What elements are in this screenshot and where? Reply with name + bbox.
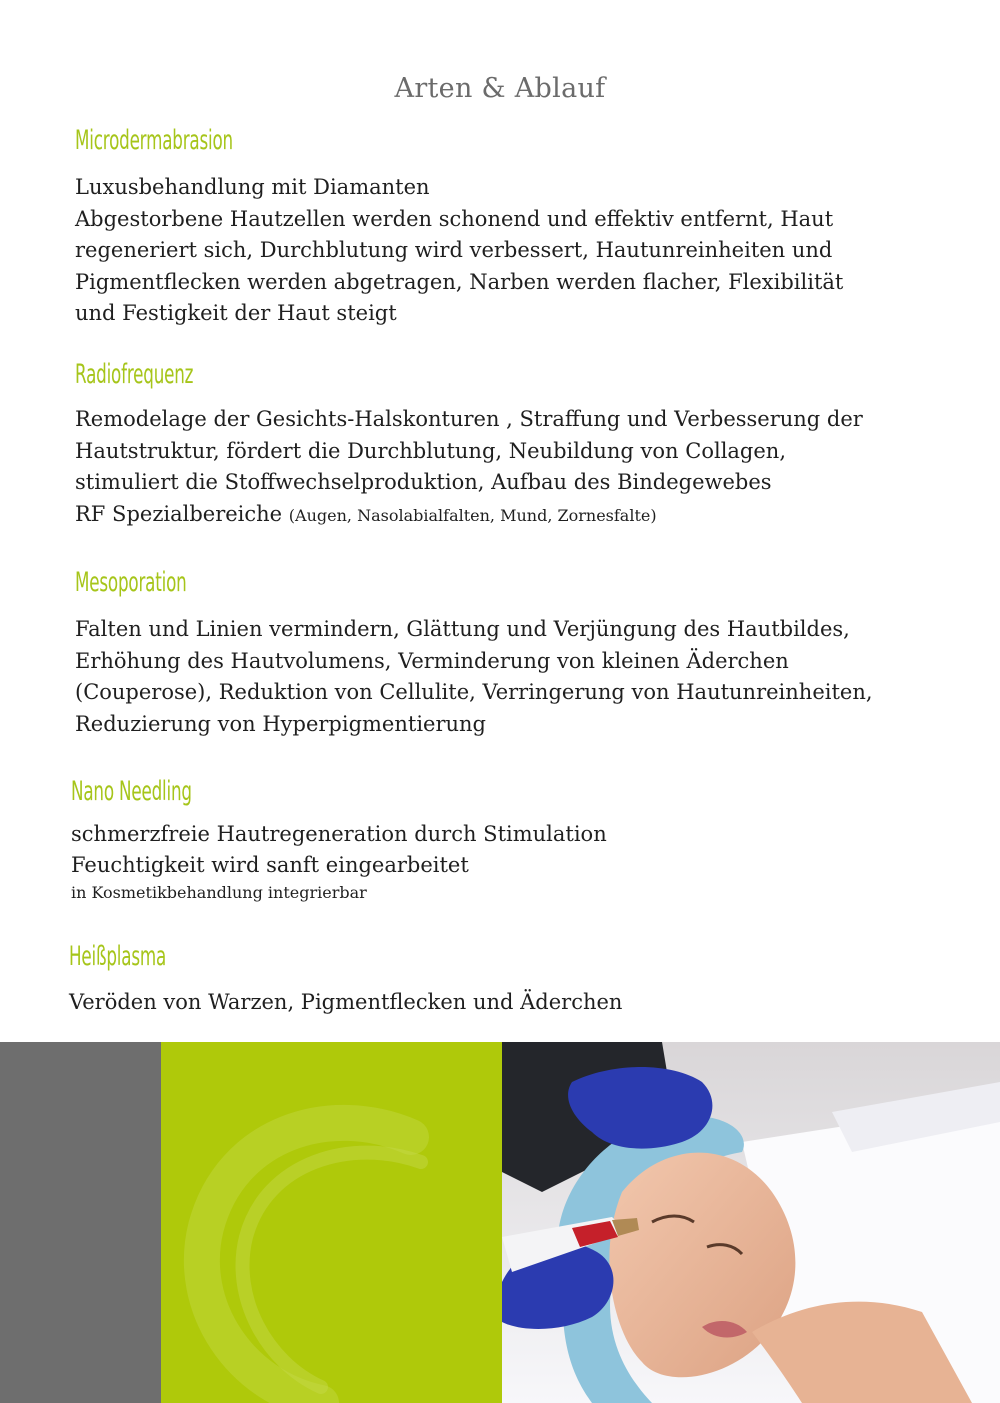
section-body xyxy=(71,819,951,905)
section-body xyxy=(75,404,955,531)
section-nano-needling xyxy=(71,775,951,905)
page-title: Arten & Ablauf xyxy=(394,73,606,104)
green-color-block xyxy=(161,1042,502,1403)
body-line: Feuchtigkeit wird sanft eingearbeitet xyxy=(71,853,469,877)
section-radiofrequenz xyxy=(75,358,955,531)
section-body xyxy=(75,172,955,330)
gray-color-block xyxy=(0,1042,161,1403)
rf-special-note: (Augen, Nasolabialfalten, Mund, Zornesfalte) xyxy=(288,505,657,525)
rf-special-label: RF Spezialbereiche xyxy=(75,501,283,526)
section-heading: Microdermabrasion xyxy=(75,125,233,156)
section-heading: Radiofrequenz xyxy=(75,359,194,390)
body-line: Erhöhung des Hautvolumens, Verminderung von kleinen Äderchen xyxy=(75,648,789,673)
body-line: Falten und Linien vermindern, Glättung und Verjüngung des Hautbildes, xyxy=(75,617,850,641)
section-heading: Heißplasma xyxy=(69,941,167,972)
section-heading: Mesoporation xyxy=(75,567,187,598)
body-line: (Couperose), Reduktion von Cellulite, Verringerung von Hautunreinheiten, xyxy=(75,680,873,704)
body-line: Remodelage der Gesichts-Halskonturen , Straffung und Verbesserung der xyxy=(75,407,863,431)
body-line: Reduzierung von Hyperpigmentierung xyxy=(75,711,486,736)
body-small-line: in Kosmetikbehandlung integrierbar xyxy=(71,883,367,902)
body-line: und Festigkeit der Haut steigt xyxy=(75,301,397,325)
treatment-photo-illustration xyxy=(502,1042,1000,1403)
body-line: Pigmentflecken werden abgetragen, Narben werden flacher, Flexibilität xyxy=(75,269,844,294)
section-microdermabrasion xyxy=(75,124,955,330)
section-heissplasma xyxy=(69,940,949,1019)
body-line: Hautstruktur, fördert die Durchblutung, Neubildung von Collagen, xyxy=(75,438,786,463)
treatment-photo xyxy=(502,1042,1000,1403)
section-body xyxy=(69,987,949,1019)
bottom-banner xyxy=(0,1042,1000,1403)
body-line: Luxusbehandlung mit Diamanten xyxy=(75,175,430,199)
section-body xyxy=(75,614,955,740)
section-mesoporation xyxy=(75,566,955,740)
body-line-special xyxy=(75,499,955,532)
body-line: schmerzfreie Hautregeneration durch Stimulation xyxy=(71,822,607,846)
body-line: stimuliert die Stoffwechselproduktion, Aufbau des Bindegewebes xyxy=(75,470,772,494)
body-line: regeneriert sich, Durchblutung wird verbessert, Hautunreinheiten und xyxy=(75,238,833,262)
section-heading: Nano Needling xyxy=(71,776,192,807)
body-line: Abgestorbene Hautzellen werden schonend und effektiv entfernt, Haut xyxy=(75,206,834,231)
brush-circle-watermark xyxy=(161,1042,502,1403)
body-line: Veröden von Warzen, Pigmentflecken und Äderchen xyxy=(69,990,623,1014)
